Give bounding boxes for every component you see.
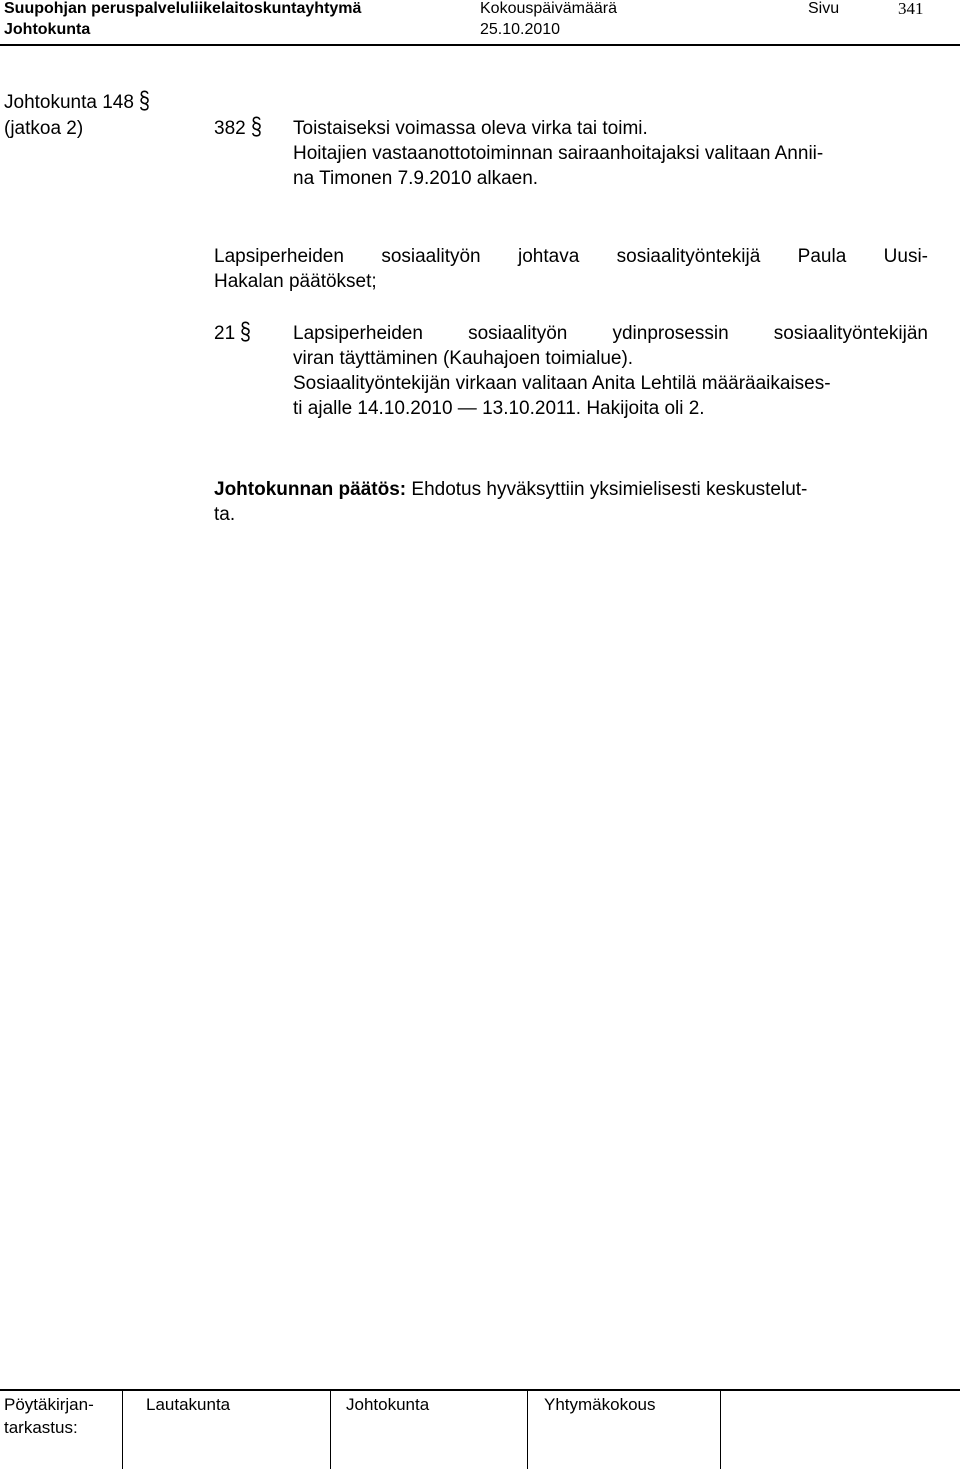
footer-col-lautakunta: Lautakunta	[146, 1395, 231, 1414]
resolution-line-1	[214, 477, 807, 502]
decision-21-line-1: Lapsiperheiden sosiaalityön ydinprosessin sosiaalityöntekijän	[293, 323, 928, 344]
resolution-line-2: ta.	[214, 504, 236, 525]
intro-line-1: Lapsiperheiden sosiaalityön johtava sosiaalityöntekijä Paula Uusi-	[214, 246, 928, 267]
footer-rule	[0, 1389, 960, 1391]
footer-check-label-2: tarkastus:	[4, 1418, 78, 1437]
decision-382-line-3: na Timonen 7.9.2010 alkaen.	[293, 168, 539, 189]
intro-line-2: Hakalan päätökset;	[214, 271, 377, 292]
section-continuation: (jatkoa 2)	[4, 118, 84, 139]
decision-number: 21	[214, 323, 236, 344]
organization-name: Suupohjan peruspalveluliikelaitoskuntayhtymä	[4, 0, 362, 17]
svg-text:§: §	[250, 116, 262, 140]
header-rule	[0, 44, 960, 46]
page-number: 341	[898, 0, 924, 18]
page-label: Sivu	[808, 0, 840, 17]
decision-382-line-1: Toistaiseksi voimassa oleva virka tai toimi.	[293, 118, 648, 139]
svg-text:§: §	[138, 90, 150, 114]
section-title-text: Johtokunta 148	[4, 92, 134, 113]
decision-382-number	[214, 116, 264, 141]
footer-col-johtokunta: Johtokunta	[346, 1395, 430, 1414]
resolution-text: Ehdotus hyväksyttiin yksimielisesti keskustelut-	[411, 479, 808, 500]
decision-21-line-3: Sosiaalityöntekijän virkaan valitaan Anita Lehtilä määräaikaises-	[293, 373, 831, 394]
decision-number: 382	[214, 118, 246, 139]
section-sign-icon	[138, 90, 152, 114]
footer-divider	[720, 1391, 721, 1469]
footer-check-label-1: Pöytäkirjan-	[4, 1395, 94, 1414]
section-sign-icon	[250, 116, 264, 140]
meeting-date-label: Kokouspäivämäärä	[480, 0, 617, 17]
footer-divider	[330, 1391, 331, 1469]
decision-21-line-4: ti ajalle 14.10.2010 — 13.10.2011. Hakijoita oli 2.	[293, 398, 705, 419]
body-name: Johtokunta	[4, 21, 91, 38]
footer-divider	[122, 1391, 123, 1469]
decision-21-line-2: viran täyttäminen (Kauhajoen toimialue).	[293, 348, 634, 369]
decision-382-line-2: Hoitajien vastaanottotoiminnan sairaanhoitajaksi valitaan Annii-	[293, 143, 824, 164]
section-title	[4, 90, 152, 115]
meeting-date: 25.10.2010	[480, 21, 561, 38]
section-sign-icon	[239, 321, 253, 345]
resolution-label: Johtokunnan päätös:	[214, 479, 407, 500]
svg-text:§: §	[240, 321, 252, 345]
decision-21-number	[214, 321, 253, 346]
footer-divider	[527, 1391, 528, 1469]
footer-col-yhtymakokous: Yhtymäkokous	[544, 1395, 656, 1414]
